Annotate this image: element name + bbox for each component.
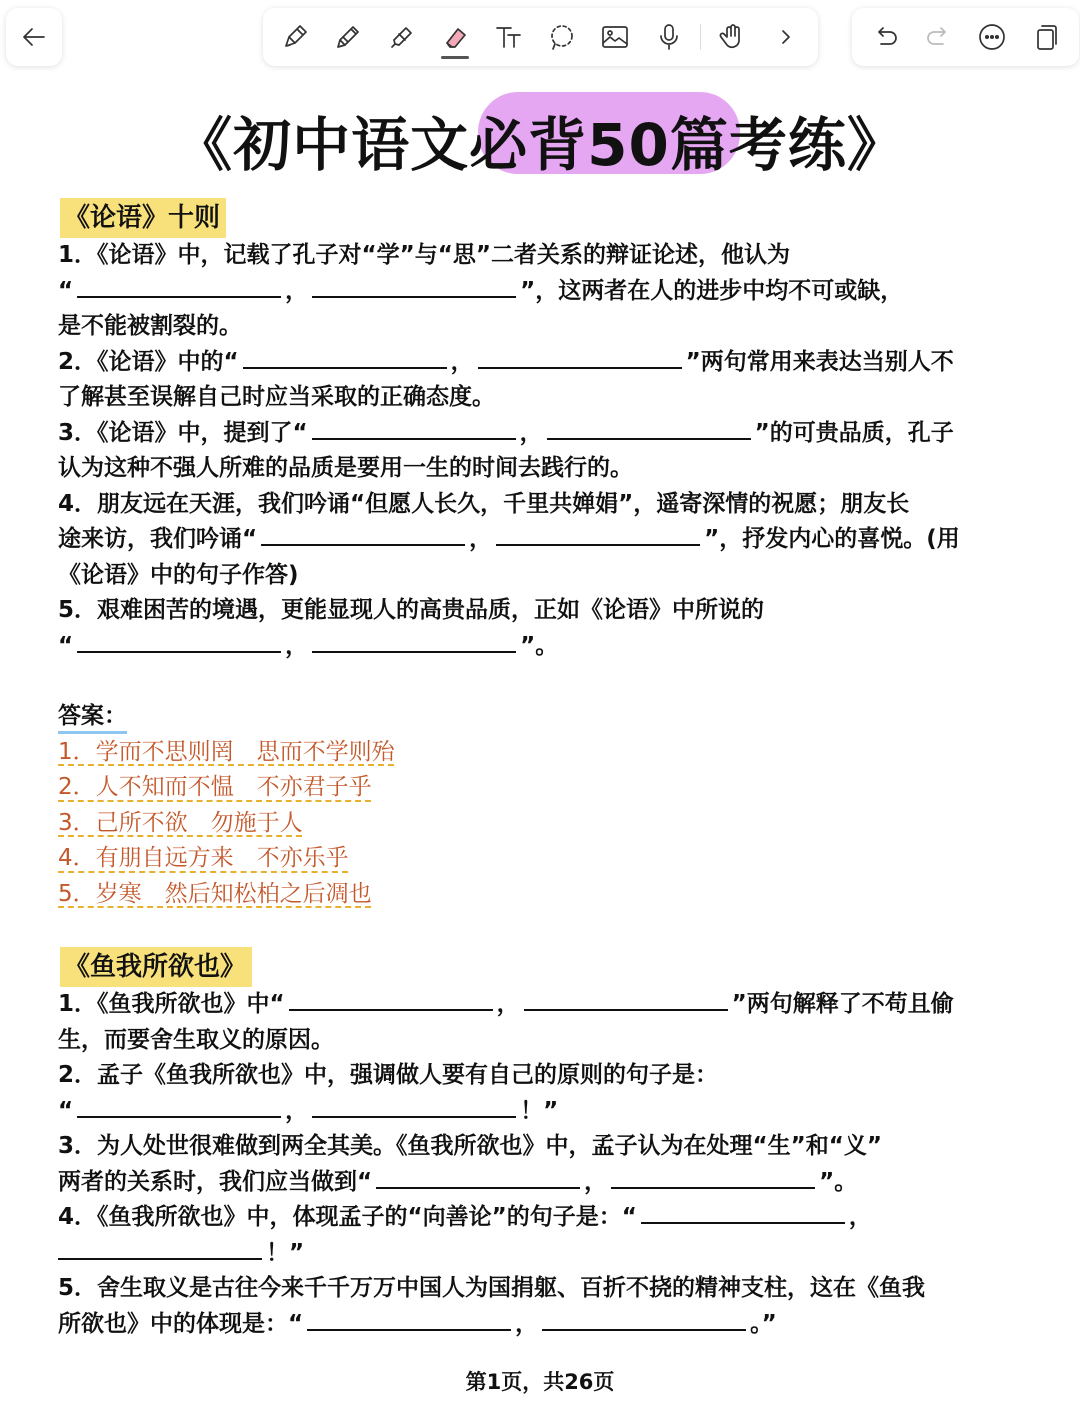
top-toolbar — [0, 0, 1080, 84]
question-4-cont: 《论语》中的句子作答) — [58, 561, 299, 588]
lasso-icon[interactable] — [540, 15, 584, 59]
pages-icon[interactable] — [1024, 15, 1068, 59]
question-3: 3．为人处世很难做到两全其美。《鱼我所欲也》中，孟子认为在处理“生”和“义” — [58, 1133, 882, 1159]
microphone-icon[interactable] — [647, 15, 691, 59]
answer-blank[interactable] — [312, 1094, 516, 1118]
spacer — [58, 664, 1018, 699]
question-3-blanks: 两者的关系时，我们应当做到“ ， ”。 — [58, 1165, 1018, 1201]
question-4: 4．《鱼我所欲也》中，体现孟子的“向善论”的句子是：“ ， — [58, 1200, 1018, 1236]
answer-blank[interactable] — [312, 629, 516, 653]
question-5-blanks: “ ， ”。 — [58, 629, 1018, 665]
answer-line: 1．学而不思则罔 思而不学则殆 — [58, 738, 395, 765]
question-1: 1．《论语》中，记载了孔子对“学”与“思”二者关系的辩证论述，他认为 — [58, 242, 790, 268]
pencil-icon[interactable] — [326, 15, 370, 59]
question-3: 3．《论语》中，提到了“ ， ”的可贵品质，孔子 — [58, 416, 1018, 452]
answer-blank[interactable] — [524, 987, 728, 1011]
answer-blank[interactable] — [312, 274, 516, 298]
section-heading-lunyu: 《论语》十则 — [60, 198, 226, 238]
question-2: 2．《论语》中的“ ， ”两句常用来表达当别人不 — [58, 345, 1018, 381]
answer-blank[interactable] — [611, 1165, 815, 1189]
question-2-cont: 了解甚至误解自己时应当采取的正确态度。 — [58, 384, 495, 410]
answer-line: 3．己所不欲 勿施于人 — [58, 809, 303, 836]
title-row — [0, 98, 1080, 182]
image-icon[interactable] — [593, 15, 637, 59]
spacer — [58, 912, 1018, 947]
active-tool-indicator — [441, 56, 469, 59]
toolbar-divider — [700, 24, 701, 50]
answer-blank[interactable] — [312, 416, 516, 440]
answer-blank[interactable] — [289, 987, 493, 1011]
answer-line: 2．人不知而不愠 不亦君子乎 — [58, 774, 372, 800]
question-5: 5．艰难困苦的境遇，更能显现人的高贵品质，正如《论语》中所说的 — [58, 597, 765, 623]
answer-blank[interactable] — [77, 629, 281, 653]
answer-blank[interactable] — [641, 1200, 845, 1224]
question-5-blanks: 所欲也》中的体现是：“ ， 。” — [58, 1307, 1018, 1343]
page-title: 《初中语文必背50篇考练》 — [174, 111, 906, 179]
answer-blank[interactable] — [496, 522, 700, 546]
question-1-blanks: “ ， ”，这两者在人的进步中均不可或缺， — [58, 274, 1018, 310]
answers-heading: 答案： — [58, 699, 1018, 735]
section-heading-yuwosuoyu: 《鱼我所欲也》 — [60, 947, 252, 987]
question-1-cont: 生，而要舍生取义的原因。 — [58, 1026, 334, 1053]
question-2: 2．孟子《鱼我所欲也》中，强调做人要有自己的原则的句子是： — [58, 1062, 719, 1088]
question-4-blanks: 途来访，我们吟诵“ ， ”，抒发内心的喜悦。(用 — [58, 522, 1018, 558]
marker-icon[interactable] — [380, 15, 424, 59]
answer-blank[interactable] — [261, 522, 465, 546]
answer-blank[interactable] — [376, 1165, 580, 1189]
question-1: 1．《鱼我所欲也》中“ ， ”两句解释了不苟且偷 — [58, 987, 1018, 1023]
answer-blank[interactable] — [243, 345, 447, 369]
answer-blank[interactable] — [77, 274, 281, 298]
answer-blank[interactable] — [77, 1094, 281, 1118]
answer-blank[interactable] — [58, 1236, 262, 1260]
answer-blank[interactable] — [307, 1307, 511, 1331]
redo-icon[interactable] — [917, 15, 961, 59]
question-5: 5．舍生取义是古往今来千千万万中国人为国捐躯、百折不挠的精神支柱，这在《鱼我 — [58, 1275, 926, 1301]
history-menu — [852, 8, 1079, 66]
answer-line: 5．岁寒 然后知松柏之后凋也 — [58, 880, 372, 907]
answer-blank[interactable] — [547, 416, 751, 440]
document-body — [58, 198, 1018, 1342]
undo-icon[interactable] — [863, 15, 907, 59]
question-3-cont: 认为这种不强人所难的品质是要用一生的时间去践行的。 — [58, 455, 633, 481]
hand-icon[interactable] — [711, 15, 755, 59]
question-2-blanks: “ ， ！” — [58, 1094, 1018, 1130]
more-icon[interactable] — [970, 15, 1014, 59]
eraser-icon[interactable] — [433, 15, 477, 59]
chevron-right-icon[interactable] — [764, 15, 808, 59]
question-1-cont: 是不能被割裂的。 — [58, 313, 242, 339]
question-4: 4．朋友远在天涯，我们吟诵“但愿人长久，千里共婵娟”，遥寄深情的祝愿；朋友长 — [58, 490, 910, 517]
back-arrow-icon[interactable] — [12, 15, 56, 59]
back-button[interactable] — [6, 8, 62, 66]
answer-line: 4．有朋自远方来 不亦乐乎 — [58, 845, 349, 871]
pen-icon[interactable] — [273, 15, 317, 59]
answer-blank[interactable] — [478, 345, 682, 369]
question-4-blanks: ！” — [58, 1236, 1018, 1272]
page-indicator: 第1页，共26页 — [465, 1370, 615, 1394]
text-size-icon[interactable] — [487, 15, 531, 59]
tool-palette — [263, 8, 818, 66]
answer-blank[interactable] — [542, 1307, 746, 1331]
